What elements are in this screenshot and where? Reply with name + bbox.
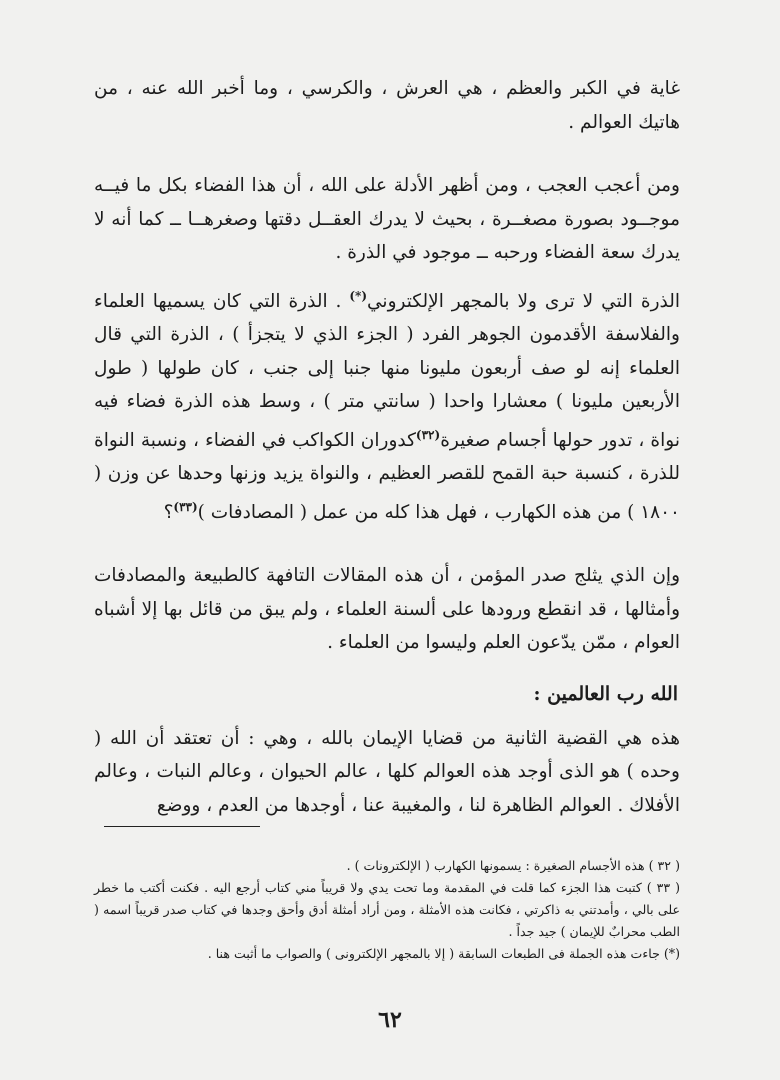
paragraph-3-part-b: . الذرة التي كان يسميها العلماء والفلاسفة الأقدمون الجوهر الفرد ( الجزء الذي لا يتجزأ ) ، الذرة التي قال العلماء إنه لو صف أربعون مليونا منها جنبا إلى جنب ، كان طولها ( طول الأربعين مليونا ) معشارا واحدا ( سانتي متر ) ، وسط هذه الذرة فضاء فيه نواة ، تدور حولها أجسام صغيرة: [94, 290, 680, 451]
paragraph-2: ومن أعجب العجب ، ومن أظهر الأدلة على الله ، أن هذا الفضاء بكل ما فيــه موجــود بصورة مصغــرة ، بحيث لا يدرك العقــل دقتها وصغرهــا ــ كما أنه لا يدرك سعة الفضاء ورحبه ــ موجود في الذرة .: [94, 175, 680, 263]
footnote-ref-32: (٣٢): [415, 427, 441, 442]
footnotes: [94, 855, 680, 965]
footnote-ref-33: (٣٣): [173, 499, 198, 514]
page-number: ٦٢: [378, 1007, 402, 1033]
paragraph-3: [94, 280, 680, 530]
paragraph-3-part-c: كدوران الكواكب في الفضاء ، ونسبة النواة للذرة ، كنسبة حبة القمح للقصر العظيم ، والنواة يزيد وزنها وحدها عن وزن ( ١٨٠٠ ) من هذه الكهارب ، فهل هذا كله من عمل ( المصادفات ): [94, 429, 680, 523]
paragraph-4: وإن الذي يثلج صدر المؤمن ، أن هذه المقالات التافهة كالطبيعة والمصادفات وأمثالها ، قد انقطع ورودها على ألسنة العلماء ، ولم يبق من قائل بها إلا أشباه العوام ، ممّن يدّعون العلم وليسوا من العلماء .: [94, 565, 680, 654]
paragraph-3-part-a: الذرة التي لا ترى ولا بالمجهر الإلكتروني: [367, 290, 680, 312]
footnote-32: ( ٣٢ ) هذه الأجسام الصغيرة : يسمونها الكهارب ( الإلكترونات ) .: [346, 858, 680, 874]
footnote-star: (*) جاءت هذه الجملة فى الطبعات السابقة ( إلا بالمجهر الإلكترونى ) والصواب ما أثبت هنا .: [207, 946, 680, 962]
footnote-ref-star: (*): [349, 288, 367, 303]
paragraph-5: هذه هي القضية الثانية من قضايا الإيمان بالله ، وهي : أن تعتقد أن الله ( وحده ) هو الذى أوجد هذه العوالم كلها ، عالم الحيوان ، وعالم النبات ، وعالم الأفلاك . العوالم الظاهرة لنا ، والمغيبة عنا ، أوجدها من العدم ، ووضع: [94, 727, 680, 816]
section-heading: الله رب العالمين :: [533, 682, 678, 705]
footnote-divider: [104, 826, 260, 827]
footnote-33: ( ٣٣ ) كتبت هذا الجزء كما قلت في المقدمة وما تحت يدي ولا قريباً مني كتاب أرجع اليه . فكنت أكتب ما خطر على بالي ، وأمدتني به ذاكرتي ، فكانت هذه الأمثلة ، ومن أراد أمثلة أدق وأحق وجدها في كتاب صدر قريباً اسمه ( الطب محرابٌ للإيمان ) جيد جداً .: [94, 880, 680, 940]
paragraph-1: غاية في الكبر والعظم ، هي العرش ، والكرسي ، وما أخبر الله عنه ، من هاتيك العوالم .: [94, 78, 680, 133]
paragraph-3-part-d: ؟: [163, 501, 174, 523]
